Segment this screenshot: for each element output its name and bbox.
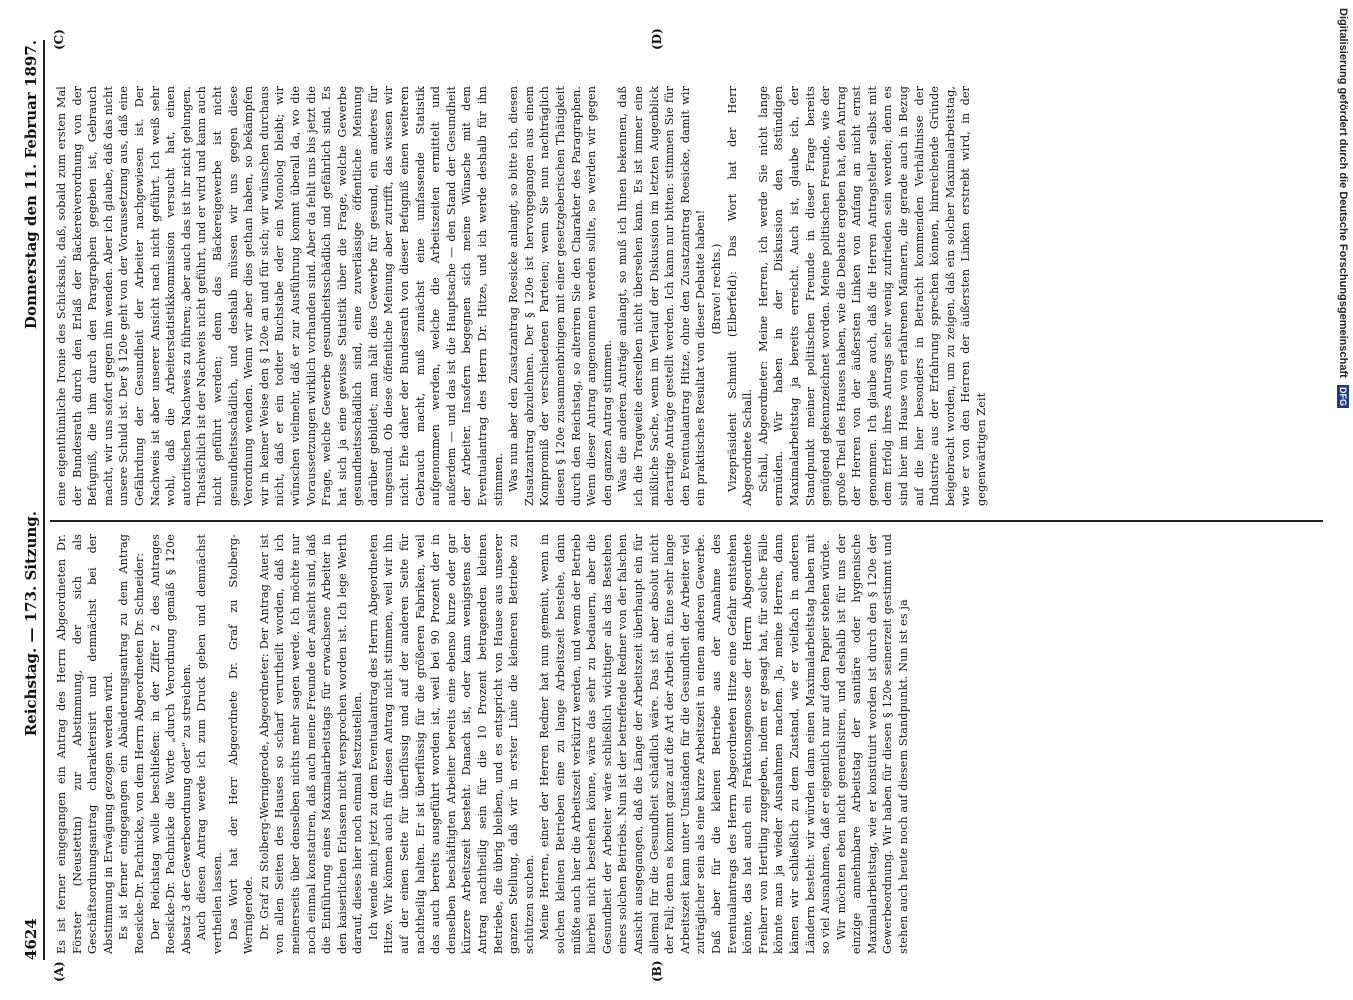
paragraph: Auch diesen Antrag werde ich zum Druck geben und demnächst vertheilen lassen.: [195, 534, 224, 954]
paragraph: Es ist ferner eingegangen ein Antrag des Herrn Abgeordneten Dr. Förster (Neustettin) zur Abstimmung, der sich als Geschäftsordnungsantrag charakterisirt und demnächst bei der Abstimmung in Erwägung gezogen werden wird.: [55, 534, 115, 954]
margin-marker-b: (B): [650, 960, 664, 982]
page-header: [6, 40, 45, 960]
paragraph: Das Wort hat der Herr Abgeordnete Dr. Graf zu Stolberg-Wernigerode.: [226, 534, 256, 954]
paragraph: Was die anderen Anträge anlangt, so muß ich Ihnen bekennen, daß ich die Tragweite derselben nicht übersehen kann. Es ist immer eine mißliche Sache, wenn im Verlauf der Diskussion im letzten Augenblick derartige Anträge gestellt werden. Ich kann nur bitten: stimmen Sie für den Eventualantrag Hitze, ohne den Zusatzantrag Roesicke, damit wir ein praktisches Resultat von dieser Debatte haben!: [616, 86, 708, 506]
paragraph: Wir möchten eben nicht generalisiren, und deshalb ist für uns der einzige annehmbare Arbeitstag der sanitäre oder hygienische Maximalarbeitstag, wie er konstituirt worden ist durch den § 120e der Gewerbeordnung. Wir haben für diesen § 120e seinerzeit gestimmt und stehen auch heute noch auf diesem Standpunkt. Nun ist es ja: [834, 534, 911, 954]
margin-marker-a: (A): [52, 961, 66, 982]
paragraph: Der Reichstag wolle beschließen: in der Ziffer 2 des Antrages Roesicke-Dr. Pachnicke die Worte „durch Verordnung gemäß § 120e Absatz 3 der Gewerbeordnung oder“ zu streichen.: [148, 534, 193, 954]
paragraph: Schall, Abgeordneter: Meine Herren, ich werde Sie nicht lange ermüden. Wir haben in der Diskussion den 8stündigen Maximalarbeitstag ja bereits erreicht. Auch ist, glaube ich, der Standpunkt meiner politischen Freunde in dieser Frage bereits genügend gekennzeichnet worden. Meine politischen Freunde, wie der große Theil des Hauses haben, wie die Debatte ergeben hat, den Antrag der Herren von der äußersten Linken von Anfang an nicht ernst genommen. Ich glaube auch, daß die Herren Antragsteller selbst mit dem Erfolg ihres Antrags sehr wenig zufrieden sein werden; denn es sind hier im Hause von erfahrenen Männern, die gerade auch in Bezug auf die hier besonders in Betracht kommenden Verhältnisse der Industrie aus der Erfahrung sprechen können, hinreichende Gründe beigebracht worden, um zu zeigen, daß ein solcher Maximalarbeitstag, wie er von den Herren der äußersten Linken erstrebt wird, in der gegenwärtigen Zeit: [756, 86, 989, 506]
paragraph: Vizepräsident Schmidt (Elberfeld): Das Wort hat der Herr Abgeordnete Schall.: [725, 86, 755, 506]
paragraph: (Bravo! rechts.): [709, 243, 723, 335]
column-divider: [50, 520, 1323, 522]
digitization-credit: [1337, 8, 1349, 408]
margin-marker-c: (C): [52, 29, 66, 50]
paragraph: Meine Herren, einer der Herren Redner hat nun gemeint, wenn in solchen kleinen Betrieben eine zu lange Arbeitszeit bestehe, dann müßte auch hier die Arbeitszeit verkürzt werden, und wenn der Betrieb hierbei nicht bestehen könne, wäre das sehr zu bedauern, aber die Gesundheit der Arbeiter wäre schließlich wichtiger als das Bestehen eines solchen Betriebs. Nun ist der betreffende Redner von der falschen Ansicht ausgegangen, daß die Länge der Arbeitszeit überhaupt ein für allemal für die Gesundheit schädlich wäre. Das ist aber absolut nicht der Fall; denn es kommt ganz auf die Art der Arbeit an. Eine sehr lange Arbeitszeit kann unter Umständen für die Gesundheit der Arbeiter viel zuträglicher sein als eine kurze Arbeitszeit in einem anderen Gewerbe. Daß aber für die kleinen Betriebe aus der Annahme des Eventualantrags des Herrn Abgeordneten Hitze eine Gefahr entstehen könnte, das hat auch ein Fraktionsgenosse der Herrn Abgeordnete Freiherr von Hertling zugegeben, indem er gesagt hat, für solche Fälle könnte man ja wieder Ausnahmen machen. Ja, meine Herren, dann kämen wir schließlich zu dem Zustand, wie er vielfach in anderen Ländern besteht: wir würden dann einen Maximalarbeitstag haben mit so viel Ausnahmen, daß er eigentlich nur auf dem Papier stehen würde.: [538, 534, 833, 954]
right-column: [54, 86, 1323, 506]
dfg-logo-icon: DFG: [1338, 386, 1348, 406]
left-column: [54, 534, 1323, 954]
credit-text: Digitalisierung gefördert durch die Deutsche Forschungsgemeinschaft: [1337, 8, 1349, 378]
paragraph: Dr. Graf zu Stolberg-Wernigerode, Abgeordneter: Der Antrag Auer ist von allen Seiten des Hauses so scharf verurtheilt worden, daß ich meinerseits über denselben nichts mehr sagen werde. Ich möchte nur noch einmal konstatiren, daß auch meine Freunde der Ansicht sind, daß die Einführung eines Maximalarbeitstags für erwachsene Arbeiter in den kaiserlichen Erlassen nicht versprochen worden ist. Ich lege Werth darauf, dieses hier noch einmal festzustellen.: [257, 534, 365, 954]
paragraph: Was nun aber den Zusatzantrag Roesicke anlangt, so bitte ich, diesen Zusatzantrag abzulehnen. Der § 120e ist hervorgegangen aus einem Kompromiß der verschiedenen Parteien; wenn Sie nun nachträglich diesen § 120e zusammenbringen mit einer gesetzgeberischen Thätigkeit durch den Reichstag, so alteriren Sie den Charakter des Paragraphen. Wenn dieser Antrag angenommen werden sollte, so werden wir gegen den ganzen Antrag stimmen.: [507, 86, 614, 506]
paragraph: Es ist ferner eingegangen ein Abänderungsantrag zu dem Antrag Roesicke-Dr. Pachnicke, von dem Herrn Abgeordneten Dr. Schneider:: [117, 534, 146, 954]
page-number: 4624: [22, 918, 40, 960]
session-title: Reichstag. — 173. Sitzung.: [22, 511, 40, 737]
paragraph: Ich wende mich jetzt zu dem Eventualantrag des Herrn Abgeordneten Hitze. Wir können auch für diesen Antrag nicht stimmen, weil wir ihn auf der einen Seite für überflüssig und auf der anderen Seite für nachtheilig halten. Er ist überflüssig für die größeren Fabriken, weil das auch bereits ausgeführt worden ist, weil bei 90 Prozent der in denselben beschäftigten Arbeiter bereits eine ebenso kurze oder gar kürzere Arbeitszeit besteht. Danach ist, oder kann wenigstens der Antrag nachtheilig sein für die 10 Prozent betragenden kleinen Betriebe, die übrig bleiben, und es entspricht von Hause aus unserer ganzen Stellung, daß wir in erster Linie die kleineren Betriebe zu schützen suchen.: [366, 534, 536, 954]
session-date: Donnerstag den 11. Februar 1897.: [22, 40, 40, 330]
margin-marker-d: (D): [650, 28, 664, 50]
paragraph: eine eigenthümliche Ironie des Schicksals, daß, sobald zum ersten Mal der Bundesrath durch den Erlaß der Bäckereiverordnung von der Befugniß, die ihm durch den Paragraphen gegeben ist, Gebrauch macht, wir uns sofort gegen ihn wenden. Aber ich glaube, daß das nicht unsere Schuld ist. Der § 120e geht von der Voraussetzung aus, daß eine Gefährdung der Gesundheit der Arbeiter nachgewiesen ist. Der Nachweis ist aber unserer Ansicht nach nicht geführt. Ich weiß sehr wohl, daß die Arbeiterstatistikkommission versucht hat, einen autoritischen Nachweis zu führen; aber auch das ist ihr nicht gelungen. Thatsächlich ist der Nachweis nicht geführt, und er wird und kann auch nicht geführt werden; denn das Bäckereigewerbe ist nicht gesundheitsschädlich, und deshalb müssen wir uns gegen diese Verordnung wenden. Wenn wir aber dies gethan haben, so bekämpfen wir in keiner Weise den § 120e an und für sich; wir wünschen durchaus nicht, daß er ein todter Buchstabe oder ein Monolog bleibt; wir wünschen vielmehr, daß er zur Ausführung kommt überall da, wo die Voraussetzungen wirklich vorhanden sind. Aber da fehlt uns bis jetzt die Frage, welche Gewerbe gesundheitsschädlich und gefährlich sind. Es hat sich ja eine gewisse Statistik über die Frage, welche Gewerbe gesundheitsschädlich sind, eine zuverlässige öffentliche Meinung darüber gebildet; man hält dies Gewerbe für gesund, ein anderes für ungesund. Ob diese öffentliche Meinung aber zutrifft, das wissen wir nicht. Ehe daher der Bundesrath von dieser Befugniß einen weiteren Gebrauch macht, muß zunächst eine umfassende Statistik aufgenommen werden, welche die Arbeitszeiten ermittelt und außerdem — und das ist die Hauptsache — den Stand der Gesundheit der Arbeiter. Insofern begegnen sich meine Wünsche mit dem Eventualantrag des Herrn Dr. Hitze, und ich werde deshalb für ihn stimmen.: [55, 86, 505, 506]
